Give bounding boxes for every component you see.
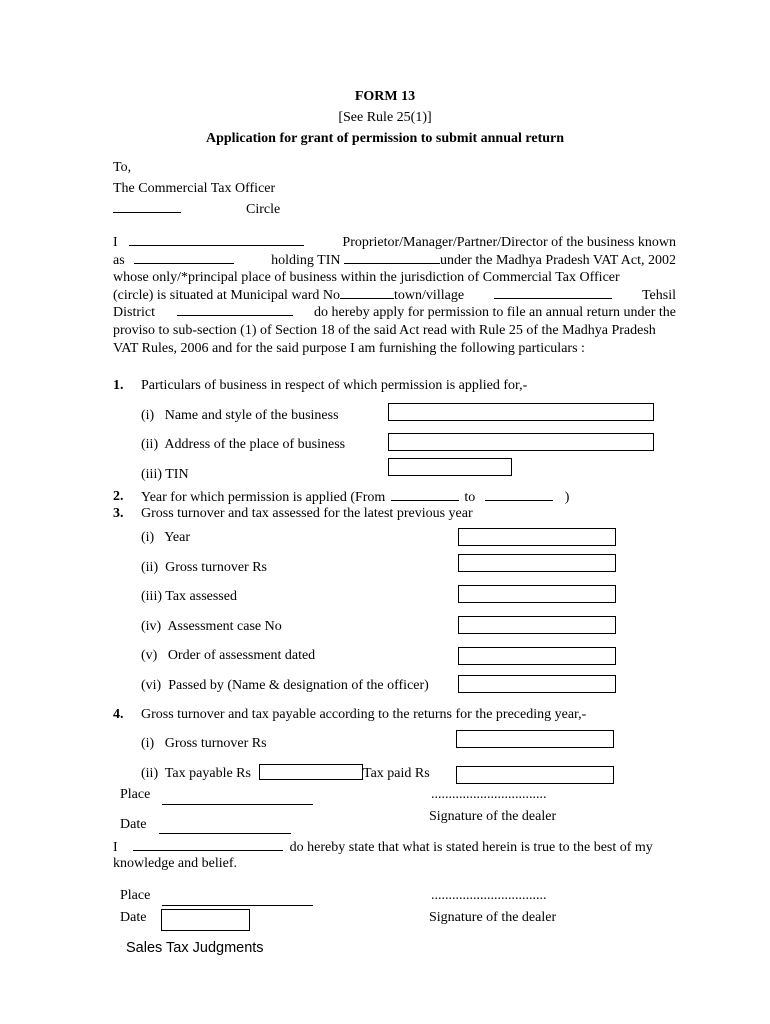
place-label-2: Place: [120, 888, 151, 903]
name-blank[interactable]: [129, 234, 304, 246]
s1-i-label: (i) Name and style of the business: [141, 408, 339, 423]
form-number: FORM 13: [354, 89, 416, 104]
intro-line7: VAT Rules, 2006 and for the said purpose I am furnishing the following particulars :: [113, 340, 585, 356]
year-box[interactable]: [458, 528, 616, 546]
passed-by-box[interactable]: [458, 675, 616, 693]
signature-label-1: Signature of the dealer: [429, 809, 557, 824]
tin-box[interactable]: [388, 458, 512, 476]
business-name-box[interactable]: [388, 403, 654, 421]
signature-label-2: Signature of the dealer: [429, 910, 557, 925]
s2-close: ): [564, 490, 570, 505]
declaration-i: I: [113, 840, 118, 855]
declaration-line2: knowledge and belief.: [113, 856, 238, 871]
s4-ii-label: (ii) Tax payable Rs: [141, 766, 251, 781]
place-label-1: Place: [120, 787, 151, 802]
circle-blank[interactable]: [113, 201, 181, 213]
place-blank-2[interactable]: [162, 894, 313, 906]
assessment-case-box[interactable]: [458, 616, 616, 634]
s1-ii-label: (ii) Address of the place of business: [141, 437, 346, 452]
form-title: Application for grant of permission to submit annual return: [205, 131, 565, 146]
s4-gross-turnover-box[interactable]: [456, 730, 614, 748]
tax-payable-box[interactable]: [259, 764, 363, 780]
intro-town: town/village: [394, 287, 465, 303]
s3-vi-label: (vi) Passed by (Name & designation of the officer): [141, 678, 429, 693]
intro-tehsil: Tehsil: [641, 287, 676, 303]
s3-i-label: (i) Year: [141, 530, 190, 545]
intro-apply: do hereby apply for permission to file an annual return under the: [314, 305, 676, 321]
s3-v-label: (v) Order of assessment dated: [141, 648, 316, 663]
s4-heading: Gross turnover and tax payable according to the returns for the preceding year,-: [141, 707, 587, 722]
intro-ward: (circle) is situated at Municipal ward No: [113, 287, 341, 303]
addressee: The Commercial Tax Officer: [113, 181, 276, 196]
rule-reference: [See Rule 25(1)]: [338, 110, 432, 125]
s2-to: to: [464, 490, 476, 505]
business-address-box[interactable]: [388, 433, 654, 451]
intro-paragraph: [113, 234, 676, 357]
tax-paid-box[interactable]: [456, 766, 614, 784]
s3-number: 3.: [113, 506, 124, 521]
place-blank-1[interactable]: [162, 793, 313, 805]
business-name-blank[interactable]: [134, 252, 234, 264]
intro-i: I: [113, 235, 118, 250]
year-from-blank[interactable]: [391, 489, 459, 501]
date-label-1: Date: [120, 817, 147, 832]
date-box-2[interactable]: [161, 909, 250, 931]
town-blank[interactable]: [494, 287, 612, 299]
date-blank-1[interactable]: [159, 822, 291, 834]
tin-blank[interactable]: [344, 252, 440, 264]
intro-as: as: [113, 252, 125, 268]
s3-ii-label: (ii) Gross turnover Rs: [141, 560, 267, 575]
assessment-date-box[interactable]: [458, 647, 616, 665]
s1-heading: Particulars of business in respect of which permission is applied for,-: [141, 378, 528, 393]
intro-district: District: [113, 305, 155, 321]
gross-turnover-box[interactable]: [458, 554, 616, 572]
s3-heading: Gross turnover and tax assessed for the latest previous year: [141, 506, 473, 521]
s2-heading: Year for which permission is applied (From: [141, 490, 386, 505]
tax-assessed-box[interactable]: [458, 585, 616, 603]
declaration-line: [113, 839, 653, 856]
signature-dots-1: .................................: [431, 787, 547, 802]
circle-label: Circle: [246, 202, 281, 217]
s1-iii-label: (iii) TIN: [141, 467, 189, 482]
intro-act: under the Madhya Pradesh VAT Act, 2002: [439, 252, 676, 268]
intro-holding: holding TIN: [271, 252, 341, 268]
s3-iii-label: (iii) Tax assessed: [141, 589, 237, 604]
s4-i-label: (i) Gross turnover Rs: [141, 736, 267, 751]
ward-blank[interactable]: [340, 287, 394, 299]
intro-role: Proprietor/Manager/Partner/Director of the business known: [342, 235, 676, 250]
s3-iv-label: (iv) Assessment case No: [141, 619, 282, 634]
declarant-blank[interactable]: [133, 839, 283, 851]
s1-number: 1.: [113, 378, 124, 393]
date-label-2: Date: [120, 910, 147, 925]
district-blank[interactable]: [177, 304, 293, 316]
tax-paid-label: Tax paid Rs: [363, 766, 430, 781]
footer-source: Sales Tax Judgments: [126, 940, 264, 956]
s4-number: 4.: [113, 707, 124, 722]
intro-line3: whose only/*principal place of business within the jurisdiction of Commercial Tax Officer: [113, 270, 620, 286]
intro-line6: proviso to sub-section (1) of Section 18 of the said Act read with Rule 25 of the Madhya Pradesh: [113, 322, 656, 338]
signature-dots-2: .................................: [431, 888, 547, 903]
s2-line: [141, 489, 569, 506]
declaration-text: do hereby state that what is stated herein is true to the best of my: [289, 840, 653, 855]
year-to-blank[interactable]: [485, 489, 553, 501]
salutation: To,: [113, 160, 132, 175]
circle-line: [113, 201, 280, 218]
s2-number: 2.: [113, 489, 124, 504]
